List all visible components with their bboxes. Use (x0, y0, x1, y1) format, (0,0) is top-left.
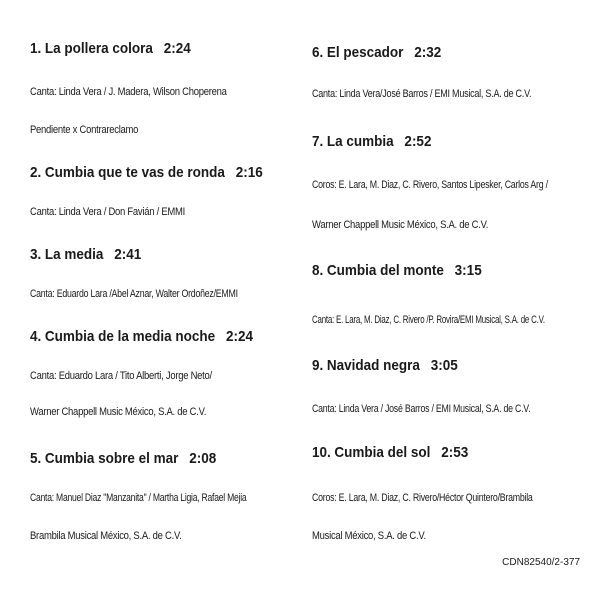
track-2 (30, 164, 300, 218)
track-credit-line: Brambila Musical México, S.A. de C.V. (30, 530, 182, 542)
track-title: La cumbia (326, 133, 394, 150)
track-title-row (312, 44, 564, 61)
track-credit-line: Musical México, S.A. de C.V. (312, 530, 426, 542)
track-credit-line: Canta: E. Lara, M. Diaz, C. Rivero /P. Rovira/EMI Musical, S.A. de C.V. (312, 314, 545, 326)
track-title: Cumbia de la media noche (44, 328, 216, 345)
track-number: 9. (312, 357, 324, 374)
track-credit-line: Canta: Linda Vera / José Barros / EMI Musical, S.A. de C.V. (312, 403, 531, 415)
track-credit-line: Canta: Linda Vera / J. Madera, Wilson Choperena (30, 86, 227, 98)
track-credit-line: Canta: Eduardo Lara /Abel Aznar, Walter Ordoñez/EMMI (30, 288, 238, 300)
track-7 (312, 133, 592, 231)
track-title-row (30, 246, 273, 263)
track-title-row (312, 444, 564, 461)
track-title-row (30, 450, 273, 467)
track-6 (312, 44, 592, 100)
track-title-row (312, 357, 564, 374)
track-duration: 2:52 (404, 133, 432, 150)
track-title: La media (44, 246, 104, 263)
track-title: Cumbia sobre el mar (44, 450, 179, 467)
track-title-row (30, 164, 273, 181)
track-duration: 2:24 (225, 328, 253, 345)
track-9 (312, 357, 592, 415)
track-number: 10. (312, 444, 331, 461)
track-10 (312, 444, 592, 542)
track-1 (30, 40, 300, 136)
track-8 (312, 262, 592, 326)
track-number: 8. (312, 262, 324, 279)
track-title: Cumbia del sol (334, 444, 431, 461)
track-title: Cumbia que te vas de ronda (44, 164, 225, 181)
track-5 (30, 450, 300, 542)
track-duration: 2:16 (235, 164, 263, 181)
track-duration: 2:41 (114, 246, 142, 263)
track-number: 6. (312, 44, 324, 61)
track-number: 4. (30, 328, 42, 345)
track-number: 3. (30, 246, 42, 263)
track-credit-line: Warner Chappell Music México, S.A. de C.V. (30, 406, 207, 418)
track-duration: 2:24 (163, 40, 191, 57)
track-credit-line: Pendiente x Contrareclamo (30, 124, 139, 136)
track-duration: 3:15 (454, 262, 482, 279)
track-title-row (312, 133, 564, 150)
track-4 (30, 328, 300, 418)
track-number: 5. (30, 450, 42, 467)
track-title: La pollera colora (44, 40, 153, 57)
track-title-row (30, 40, 273, 57)
track-duration: 2:08 (189, 450, 217, 467)
track-3 (30, 246, 300, 300)
track-duration: 2:32 (414, 44, 442, 61)
track-number: 2. (30, 164, 42, 181)
track-title-row (312, 262, 564, 279)
track-duration: 3:05 (430, 357, 458, 374)
track-number: 7. (312, 133, 324, 150)
track-title-row (30, 328, 273, 345)
catalog-number: CDN82540/2-377 (502, 557, 580, 568)
track-credit-line: Canta: Eduardo Lara / Tito Alberti, Jorge Neto/ (30, 370, 212, 382)
track-title: El pescador (326, 44, 404, 61)
track-credit-line: Canta: Linda Vera / Don Favián / EMMI (30, 206, 186, 218)
track-credit-line: Canta: Linda Vera/José Barros / EMI Musical, S.A. de C.V. (312, 88, 532, 100)
track-title: Cumbia del monte (326, 262, 444, 279)
track-title: Navidad negra (326, 357, 420, 374)
track-credit-line: Canta: Manuel Diaz "Manzanita" / Martha Ligia, Rafael Mejia (30, 492, 247, 504)
track-credit-line: Coros: E. Lara, M. Diaz, C. Rivero/Héctor Quintero/Brambila (312, 492, 533, 504)
track-duration: 2:53 (441, 444, 469, 461)
track-credit-line: Coros: E. Lara, M. Diaz, C. Rivero, Santos Lipesker, Carlos Arg / (312, 179, 548, 191)
track-number: 1. (30, 40, 42, 57)
track-credit-line: Warner Chappell Music México, S.A. de C.V. (312, 219, 489, 231)
